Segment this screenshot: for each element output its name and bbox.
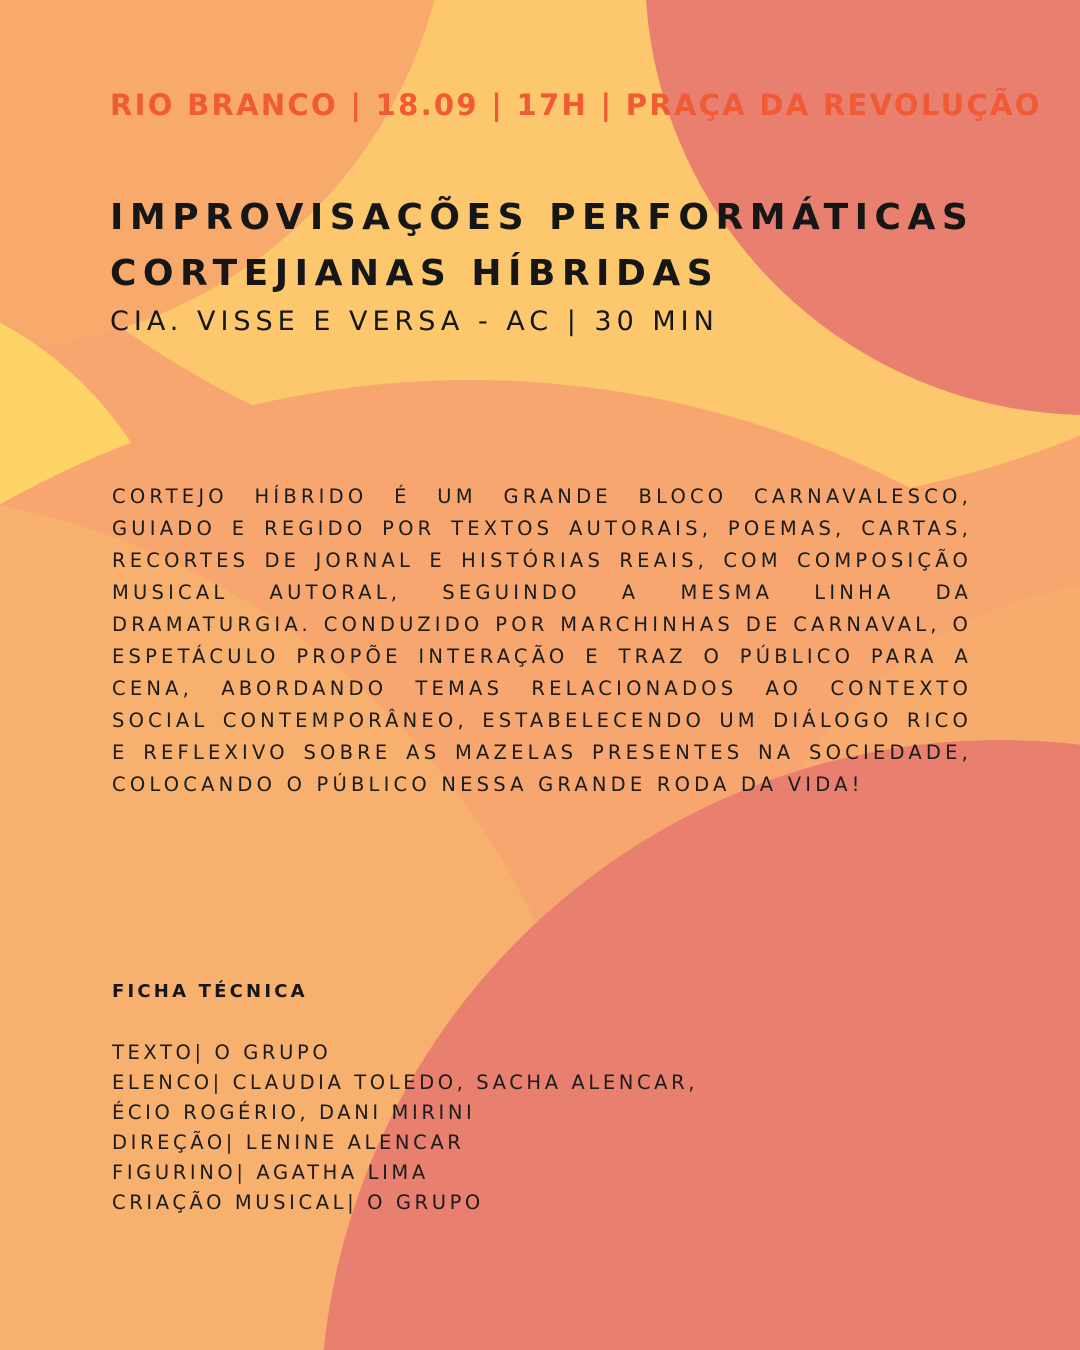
credits-line: ELENCO| CLAUDIA TOLEDO, SACHA ALENCAR, [112,1071,699,1094]
company-duration-line: CIA. VISSE E VERSA - AC | 30 MIN [110,306,719,337]
credits-heading: FICHA TÉCNICA [112,981,308,1002]
event-info-line: RIO BRANCO | 18.09 | 17H | PRAÇA DA REVOLUÇÃO [110,88,1042,122]
credits-line: ÉCIO ROGÉRIO, DANI MIRINI [112,1101,476,1124]
show-title [110,190,1010,302]
credits-line: TEXTO| O GRUPO [112,1041,332,1064]
show-title-line-2: CORTEJIANAS HÍBRIDAS [110,253,720,294]
show-synopsis: CORTEJO HÍBRIDO É UM GRANDE BLOCO CARNAVALESCO, GUIADO E REGIDO POR TEXTOS AUTORAIS, POEMAS, CARTAS, RECORTES DE JORNAL E HISTÓRIAS REAIS, COM COMPOSIÇÃO MUSICAL AUTORAL, SEGUINDO A MESMA LINHA DA DRAMATURGIA. CONDUZIDO POR MARCHINHAS DE CARNAVAL, O ESPETÁCULO PROPÕE INTERAÇÃO E TRAZ O PÚBLICO PARA A CENA, ABORDANDO TEMAS RELACIONADOS AO CONTEXTO SOCIAL CONTEMPORÂNEO, ESTABELECENDO UM DIÁLOGO RICO E REFLEXIVO SOBRE AS MAZELAS PRESENTES NA SOCIEDADE, COLOCANDO O PÚBLICO NESSA GRANDE RODA DA VIDA! [112,485,972,796]
show-title-line-1: IMPROVISAÇÕES PERFORMÁTICAS [110,197,975,238]
credits-line: CRIAÇÃO MUSICAL| O GRUPO [112,1191,484,1214]
credits-line: DIREÇÃO| LENINE ALENCAR [112,1131,465,1154]
credits-line: FIGURINO| AGATHA LIMA [112,1161,429,1184]
credits-list [112,1038,872,1218]
